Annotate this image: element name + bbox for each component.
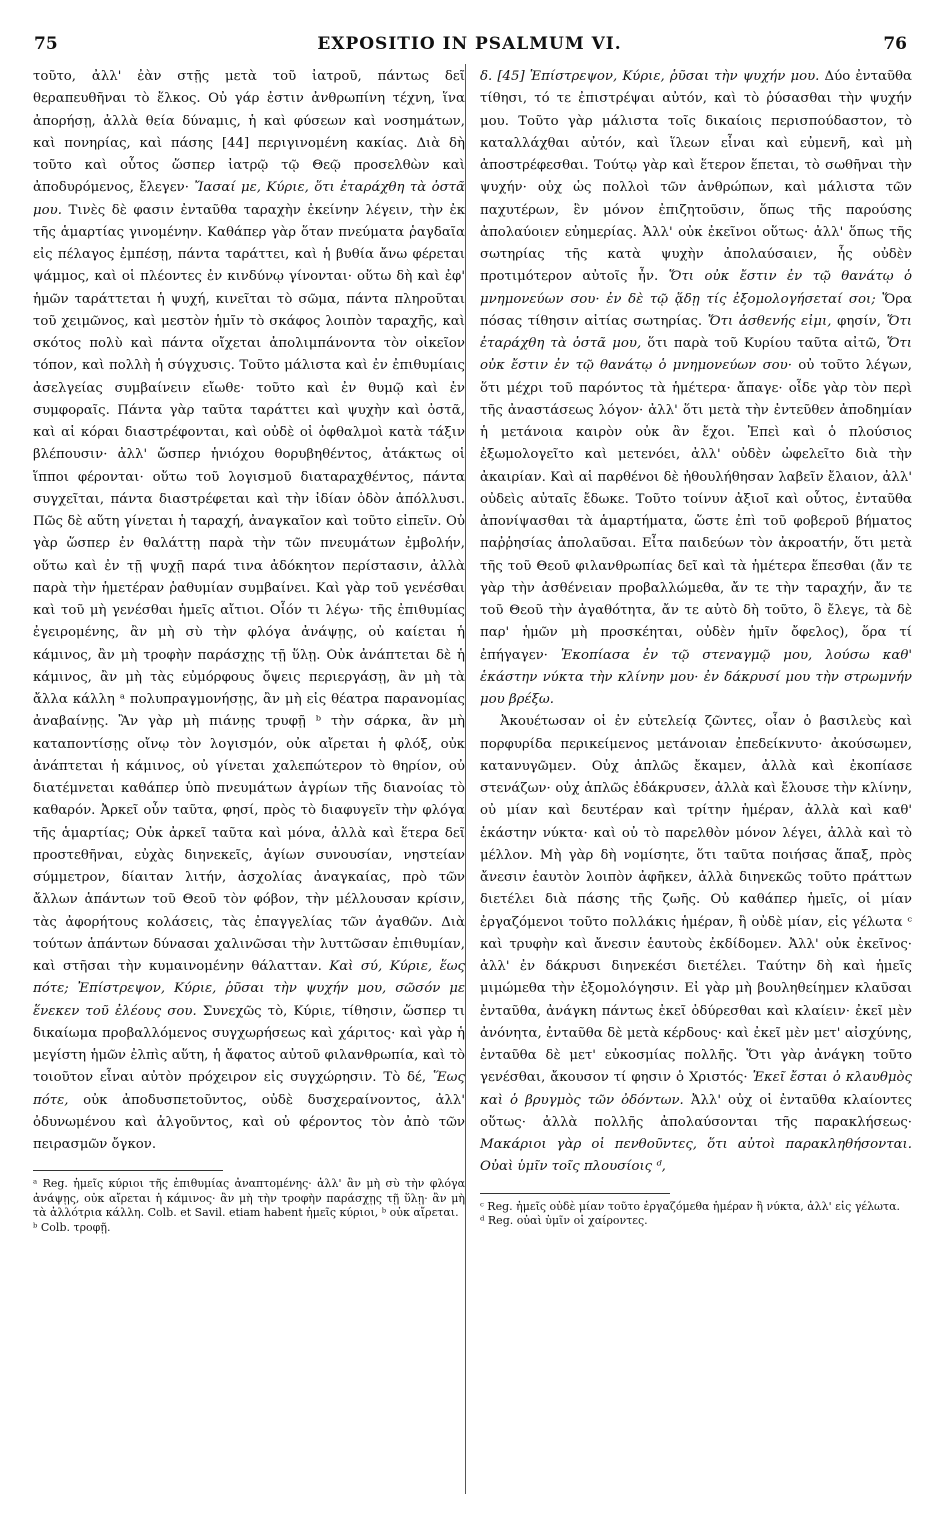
footnote: ᶜ Reg. ἡμεῖς οὐδὲ μίαν τοῦτο ἐργαζόμεθα ἡμέραν ἢ νύκτα, ἀλλ' εἰς γέλωτα. [480,1199,901,1213]
footnote: ᵃ Reg. ἡμεῖς κύριοι τῆς ἐπιθυμίας ἀναπτομένης· ἀλλ' ἂν μὴ σὺ τὴν φλόγα ἀνάψῃς, οὐκ αἴρεται ἡ κάμινος· ἂν μὴ τὴν τροφὴν παράσχῃς τῇ ὕλῃ· ἂν μὴ τὰ ἀλλότρια κάλλη. Colb. et Savil. etiam habent ἡμεῖς κύριοι, ᵇ οὐκ αἴρεται. [33,1177,465,1220]
scripture-quote: Ὅτι ἀσθενής εἰμι, [707,313,832,329]
scripture-quote: Ὅτι ἐταράχθη τὰ ὀστᾶ μου, [480,313,913,351]
page-number-left: 75 [34,34,58,54]
left-footnotes [33,1177,465,1235]
footnote-rule [33,1170,223,1171]
footnote-rule [480,1193,670,1194]
text-segment: τοῦτο, ἀλλ' ἐὰν στῇς μετὰ τοῦ ἰατροῦ, πάντως δεῖ θεραπευθῆναι τὸ ἕλκος. Οὐ γάρ ἐστιν ἀνθρωπίνη τέχνη, ἵνα ἀπορήσῃ, ἀλλὰ θεία δύναμις, ἡ καὶ φύσεων καὶ νοσημάτων, καὶ πονηρίας, καὶ πάσης [44] περιγινομένη κακίας. Διὰ δὴ τοῦτο καὶ οὗτος ὥσπερ ἰατρῷ τῷ Θεῷ προσελθὼν καὶ ἀποδυρόμενος, ἔλεγεν· [33,69,465,196]
left-body [33,66,465,1156]
text-segment: οὐκ ἀποδυσπετοῦντος, οὐδὲ δυσχεραίνοντος, ἀλλ' ὀδυνωμένου καὶ ἀλγοῦντος, καὶ οὐ φέροντος τὸν ἀπὸ τῶν πειρασμῶν ὄγκον. [33,1092,465,1152]
verse-heading: δ. [45] Ἐπίστρεψον, Κύριε, ῥῦσαι τὴν ψυχήν μου. [480,69,820,84]
running-header [30,34,909,58]
right-body [480,66,912,1179]
left-paragraph [33,66,465,1156]
scripture-quote: Ὅτι οὐκ ἔστιν ἐν τῷ θανάτῳ ὁ μνημονεύων σου· ἐν δὲ τῷ ᾅδῃ τίς ἐξομολογήσεταί σοι; [480,269,912,307]
text-segment: Ἀλλ' οὐχ οἱ ἐνταῦθα κλαίοντες οὕτως· ἀλλὰ πολλῆς ἀπολαύσονται τῆς παρακλήσεως· [480,1092,912,1130]
text-segment: Ἀκουέτωσαν οἱ ἐν εὐτελείᾳ ζῶντες, οἷαν ὁ βασιλεὺς καὶ πορφυρίδα περικείμενος μετάνοιαν ἐπεδείκνυτο· ἀκούσωμεν, κατανυγῶμεν. Οὐχ ἁπλῶς ἔκαμεν, ἀλλὰ καὶ ἐκοπίασε στενάζων· οὐχ ἁπλῶς ἐδάκρυσεν, ἀλλὰ καὶ ἔλουσε τὴν κλίνην, οὐ μίαν καὶ δευτέραν καὶ τρίτην ἡμέραν, ἀλλὰ καὶ καθ' ἑκάστην νύκτα· καὶ οὐ τὸ παρελθὸν μόνον λέγει, ἀλλὰ καὶ τὸ μέλλον. Μὴ γὰρ δὴ νομίσητε, ὅτι ταῦτα ποιήσας ἅπαξ, πρὸς ἄνεσιν ἑαυτὸν λοιπὸν ἀφῆκεν, ἀλλὰ διηνεκῶς τοῦτο πράττων διετέλει διὰ πάσης τῆς ζωῆς. Οὐ καθάπερ ἡμεῖς, οἱ μίαν ἐργαζόμενοι τοῦτο πολλάκις ἡμέραν, ἢ οὐδὲ μίαν, εἰς γέλωτα ᶜ καὶ τρυφὴν καὶ ἄνεσιν ἑαυτοὺς ἐκδίδομεν. Ἀλλ' οὐκ ἐκεῖνος· ἀλλ' ἐν δάκρυσι διηνεκέσι διετέλει. Ταύτην δὴ καὶ ἡμεῖς μιμώμεθα τὴν ἐξομολόγησιν. Εἰ γὰρ μὴ βουληθείημεν κλαῦσαι ἐνταῦθα, ἀνάγκη πάντως ἐκεῖ ὀδύρεσθαι καὶ κλαίειν· ἐκεῖ μὲν ἀνόνητα, ἐνταῦθα δὲ μετὰ κέρδους· καὶ ἐκεῖ μὲν μετ' αἰσχύνης, ἐνταῦθα δὲ μετ' εὐκοσμίας πολλῆς. Ὅτι γὰρ ἀνάγκη τοῦτο γενέσθαι, ἄκουσον τί φησιν ὁ Χριστός· [480,714,912,1086]
right-column [480,66,912,1229]
text-segment: ὅτι παρὰ τοῦ Κυρίου ταῦτα αἰτῶ, [647,336,881,351]
scripture-quote: Ἐκεῖ ἔσται ὁ κλαυθμὸς καὶ ὁ βρυγμὸς τῶν ὀδόντων. [480,1070,913,1108]
text-segment: φησίν, [837,313,881,329]
right-footnotes [480,1200,912,1229]
right-paragraph [480,711,912,1178]
running-title: EXPOSITIO IN PSALMUM VI. [317,34,622,54]
text-segment: οὐ τοῦτο λέγων, ὅτι μέχρι τοῦ παρόντος τὰ ἡμέτερα· ἄπαγε· οἶδε γὰρ τὸν περὶ τῆς ἀναστάσεως λόγον· ἀλλ' ὅτι μετὰ τὴν ἐντεῦθεν ἀποδημίαν ἡ μετάνοια καιρὸν οὐκ ἂν ἔχοι. Ἐπεὶ καὶ ὁ πλούσιος ἐξωμολογεῖτο καὶ μετενόει, ἀλλ' οὐδὲν ὠφελεῖτο διὰ τὴν ἀκαιρίαν. Καὶ αἱ παρθένοι δὲ ἠθουλήθησαν λαβεῖν ἔλαιον, ἀλλ' οὐδεὶς αὐταῖς ἔδωκε. Τοῦτο τοίνυν ἀξιοῖ καὶ οὗτος, ἐνταῦθα ἀπονίψασθαι τὰ ἁμαρτήματα, ὥστε ἐπὶ τοῦ φοβεροῦ βήματος παῤῥησίας ἀπολαῦσαι. Εἶτα παιδεύων τὸν ἀκροατήν, ὅτι μετὰ τῆς τοῦ Θεοῦ φιλανθρωπίας δεῖ καὶ τὰ ἡμέτερα ἕπεσθαι (ἄν τε γὰρ τὴν ἀσθένειαν προβαλλώμεθα, ἄν τε τὴν ταραχήν, ἄν τε τοῦ Θεοῦ τὴν ἀγαθότητα, ἄν τε αὐτὸ δὴ τοῦτο, ὃ ἔλεγε, τὰ δὲ παρ' ἡμῶν μὴ προσκέηται, οὐδὲν ἡμῖν ὄφελος), ὅρα τί ἐπήγαγεν· [480,358,913,663]
text-segment: Ὅρα πόσας τίθησιν αἰτίας σωτηρίας. [480,291,912,329]
footnote: ᵈ Reg. οὐαὶ ὑμῖν οἱ χαίροντες. [480,1214,648,1227]
scripture-quote: Ἴασαί με, Κύριε, ὅτι ἐταράχθη τὰ ὀστᾶ μου. [33,180,465,218]
left-column [33,66,465,1235]
scripture-quote: Καὶ σύ, Κύριε, ἕως πότε; Ἐπίστρεψον, Κύριε, ῥῦσαι τὴν ψυχήν μου, σῶσόν με ἕνεκεν τοῦ ἐλέους σου. [33,959,465,1019]
scripture-quote: Ὅτι οὐκ ἔστιν ἐν τῷ θανάτῳ ὁ μνημονεύων σου· [480,336,912,374]
text-segment: Συνεχῶς τὸ, Κύριε, τίθησιν, ὥσπερ τι δικαίωμα προβαλλόμενος συγχωρήσεως καὶ χάριτος· καὶ γὰρ ἡ μεγίστη ἡμῶν ἐλπὶς αὕτη, ἡ ἄφατος αὐτοῦ φιλανθρωπία, καὶ τὸ τοιοῦτον εἶναι αὐτὸν πρόχειρον εἰς συγχώρησιν. Τὸ δέ, [33,1003,466,1086]
footnote: ᵇ Colb. τροφῇ. [33,1220,111,1234]
column-divider [465,64,466,1494]
scripture-quote: Μακάριοι γὰρ οἱ πενθοῦντες, ὅτι αὐτοὶ παρακληθήσονται. Οὐαὶ ὑμῖν τοῖς πλουσίοις ᵈ, [480,1137,912,1175]
scripture-quote: Ἕως πότε, [33,1070,465,1108]
text-segment: Τινὲς δὲ φασιν ἐνταῦθα ταραχὴν ἐκείνην λέγειν, τὴν ἐκ τῆς ἁμαρτίας γινομένην. Καθάπερ γὰρ ὅταν πνεύματα ῥαγδαῖα εἰς πέλαγος ἐμπέσῃ, πάντα ταράττει, καὶ ἡ βυθία ἄνω φέρεται ψάμμος, καὶ οἱ πλέοντες ἐν κινδύνῳ γίνονται· οὕτω δὴ καὶ ἐφ' ἡμῶν ταράττεται ἡ ψυχή, κινεῖται τὸ σῶμα, πάντα πληροῦται τοῦ χειμῶνος, καὶ μεστὸν ἡμῖν τὸ σκάφος λοιπὸν ταραχῆς, καὶ σκότος πολὺ καὶ πάντα οἴχεται ἀπολιμπάνοντα τὸν οἰκεῖον τόπον, καὶ πολλὴ ἡ σύγχυσις. Τοῦτο μάλιστα καὶ ἐν ἐπιθυμίαις ἀσελγείας συμβαίνειν εἴωθε· τοῦτο καὶ ἐν θυμῷ καὶ ἐν συμφοραῖς. Πάντα γὰρ ταῦτα ταράττει καὶ ψυχὴν καὶ ὀστᾶ, καὶ αἱ κόραι διαστρέφονται, καὶ οὐδὲ οἱ ὀφθαλμοὶ κατὰ τάξιν βλέπουσιν· ἀλλ' ὥσπερ ἡνιόχου θορυβηθέντος, ἀτάκτως οἱ ἵπποι φέρονται· οὕτω τοῦ λογισμοῦ διαταραχθέντος, πάντα συγχεῖται, πάντα διαστρέφεται καὶ τὴν ἰδίαν ὁδὸν ἀπόλλυσι. Πῶς δὲ αὕτη γίνεται ἡ ταραχή, ἀναγκαῖον καὶ τοῦτο εἰπεῖν. Οὐ γὰρ ὥσπερ ἐν θαλάττῃ παρὰ τὴν τῶν πνευμάτων ἐμβολήν, οὕτω καὶ ἐν τῇ ψυχῇ παρά τινα ἀδόκητον περίστασιν, ἀλλὰ παρὰ τὴν ἡμετέραν ῥαθυμίαν συμβαίνει. Καὶ γὰρ τοῦ γενέσθαι καὶ τοῦ μὴ γενέσθαι ἡμεῖς αἴτιοι. Οἷόν τι λέγω· τῆς ἐπιθυμίας ἐγειρομένης, ἂν μὴ σὺ τὴν φλόγα ἀνάψῃς, οὐ καίεται ἡ κάμινος, ἂν μὴ τροφὴν παράσχῃς τῇ ὕλῃ. Οὐκ ἀνάπτεται δὲ ἡ κάμινος, ἂν μὴ τὰς εὐμόρφους ὄψεις περιεργάσῃ, ἂν μὴ τὰ ἄλλα κάλλη ᵃ πολυπραγμονήσῃς, ἂν μὴ εἰς θέατρα παρανομίας ἀναβαίνῃς. Ἂν γὰρ μὴ πιάνῃς τρυφῇ ᵇ τὴν σάρκα, ἂν μὴ καταποντίσῃς οἴνῳ τὸν λογισμόν, οὐκ αἴρεται ἡ φλόξ, οὐκ ἀνάπτεται ἡ κάμινος, οὐ γίνεται χαλεπώτερον τὸ θηρίον, οὐ διατέμνεται καθάπερ ὑπὸ πνευμάτων ἀγρίων τῆς διανοίας τὸ καθαρόν. Ἀρκεῖ οὖν ταῦτα, φησί, πρὸς τὸ διαφυγεῖν τὴν φλόγα τῆς ἁμαρτίας; Οὐκ ἀρκεῖ ταῦτα καὶ μόνα, ἀλλὰ καὶ ἕτερα δεῖ προστεθῆναι, εὐχὰς διηνεκεῖς, ἁγίων συνουσίαν, νηστείαν σύμμετρον, δίαιταν λιτήν, ἀσχολίας ἀναγκαίας, πρὸ τῶν ἄλλων ἁπάντων τοῦ Θεοῦ τὸν φόβον, τὴν μέλλουσαν κρίσιν, τὰς ἀφορήτους κολάσεις, τὰς ἐπαγγελίας τῶν ἀγαθῶν. Διὰ τούτων ἁπάντων δύνασαι χαλινῶσαι τὴν λυττῶσαν ἐπιθυμίαν, καὶ στῆσαι τὴν κυμαινομένην θάλατταν. [33,202,466,974]
text-segment: Δύο ἐνταῦθα τίθησι, τό τε ἐπιστρέψαι αὐτόν, καὶ τὸ ῥύσασθαι τὴν ψυχήν μου. Τοῦτο γὰρ μάλιστα τοῖς δικαίοις περισπούδαστον, τὸ καταλλάχθαι αὐτόν, καὶ ἵλεων εἶναι καὶ εὐμενῆ, καὶ μὴ ἀποστρέφεσθαι. Τούτῳ γὰρ καὶ ἕτερον ἕπεται, τὸ σωθῆναι τὴν ψυχήν· οὐχ ὡς πολλοὶ τῶν ἀνθρώπων, καὶ μάλιστα τῶν παχυτέρων, ἓν μόνον ἐπιζητοῦσιν, ὅπως τῆς παρούσης ἀπολαύοιεν εὐημερίας. Ἀλλ' οὐκ ἐκεῖνοι οὕτως· ἀλλ' ὅπως τῆς σωτηρίας τῆς κατὰ ψυχὴν ἀπολαύσαιεν, ἧς οὐδὲν προτιμότερον αὐτοῖς ἦν. [480,69,912,285]
right-paragraph [480,66,912,711]
page-number-right: 76 [883,34,907,54]
scripture-quote: Ἐκοπίασα ἐν τῷ στεναγμῷ μου, λούσω καθ' ἑκάστην νύκτα τὴν κλίνην μου· ἐν δάκρυσί μου τὴν στρωμνήν μου βρέξω. [480,647,912,707]
